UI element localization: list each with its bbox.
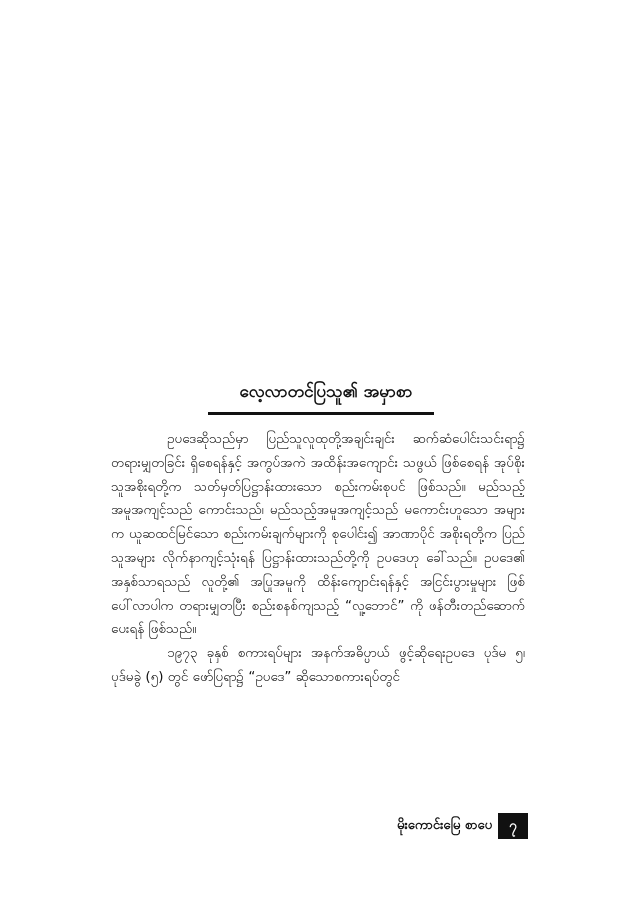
page-footer — [370, 813, 528, 839]
body-text — [111, 428, 525, 690]
publisher-label: မိုးကောင်းမြေ စာပေ — [397, 818, 492, 833]
page-number-badge: ၇ — [498, 813, 528, 839]
heading-underline — [208, 412, 434, 415]
paragraph: ၁၉၇၃ ခုနှစ် စကားရပ်များ အနက်အဓိပ္ပာယ် ဖွင့်ဆိုရေးဥပဒေ ပုဒ်မ ၅၊ ပုဒ်မခွဲ (၅) တွင် ဖော်ပြရာ၌ “ဥပဒေ” ဆိုသောစကားရပ်တွင် — [111, 645, 525, 685]
paragraph: ဥပဒေဆိုသည်မှာ ပြည်သူလူထုတို့အချင်းချင်း ဆက်ဆံပေါင်းသင်းရာ၌ တရားမျှတခြင်း ရှိစေရန်နှင့် အကွပ်အကဲ အထိန်းအကျောင်း သဖွယ် ဖြစ်စေရန် အုပ်စိုးသူအစိုးရတို့က သတ်မှတ်ပြဋ္ဌာန်းထားသော စည်းကမ်းစုပင် ဖြစ်သည်။ မည်သည့်အမူအကျင့်သည် ကောင်းသည်၊ မည်သည့်အမူအကျင့်သည် မကောင်းဟူသော အများက ယူဆထင်မြင်သော စည်းကမ်းချက်များကို စုပေါင်း၍ အာဏာပိုင် အစိုးရတို့က ပြည်သူအများ လိုက်နာကျင့်သုံးရန် ပြဋ္ဌာန်းထားသည်တို့ကို ဥပဒေဟု ခေါ်သည်။ ဥပဒေ၏ အနှစ်သာရသည် လူတို့၏ အပြုအမူကို ထိန်းကျောင်းရန်နှင့် အငြင်းပွားမှုများ ဖြစ်ပေါ်လာပါက တရားမျှတပြီး စည်းစနစ်ကျသည့် “လူ့ဘောင်” ကို ဖန်တီးတည်ဆောက်ပေးရန် ဖြစ်သည်။ — [111, 431, 525, 638]
section-heading: လေ့လာတင်ပြသူ၏ အမှာစာ — [239, 382, 413, 402]
